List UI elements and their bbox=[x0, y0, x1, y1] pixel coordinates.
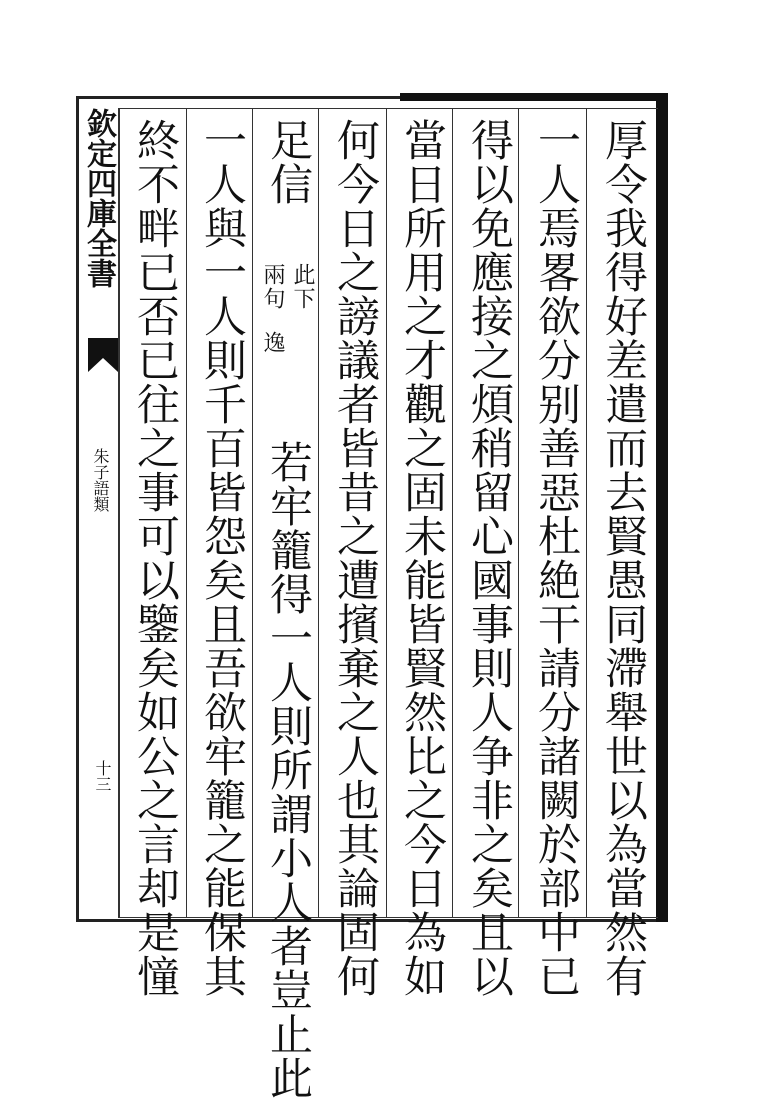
text-column-1: 厚令我得好差遣而去賢愚同滯舉世以為當然有 bbox=[598, 118, 648, 998]
border-shadow-top bbox=[400, 93, 668, 101]
text-column-7: 一人與一人則千百皆怨矣且吾欲牢籠之能保其 bbox=[197, 118, 247, 998]
note-right-line: 此下 bbox=[290, 263, 315, 311]
collection-title: 欽定四庫全書 bbox=[81, 108, 116, 288]
page-number: 十三 bbox=[93, 760, 112, 792]
note-left-line: 兩句 bbox=[260, 263, 285, 311]
text-column-6 bbox=[255, 118, 321, 1100]
text-column-6-start: 足信 bbox=[263, 118, 313, 206]
interlinear-note bbox=[255, 257, 321, 389]
text-column-3: 得以免應接之煩稍留心國事則人争非之矣且以 bbox=[464, 118, 514, 998]
note-tail: 逸 bbox=[260, 331, 285, 355]
text-column-4: 當日所用之才觀之固未能皆賢然比之今日為如 bbox=[397, 118, 447, 998]
text-column-8: 終不畔已否已往之事可以鑒矣如公之言却是憧 bbox=[130, 118, 180, 998]
fishtail-icon bbox=[88, 338, 118, 372]
text-column-5: 何今日之謗議者皆昔之遭擯棄之人也其論固何 bbox=[330, 118, 380, 998]
book-title: 朱子語類 bbox=[91, 448, 110, 512]
text-column-2: 一人焉畧欲分别善惡杜絶干請分諸闕於部中已 bbox=[531, 118, 581, 998]
text-column-6-end: 若牢籠得一人則所謂小人者豈止此 bbox=[263, 440, 313, 1100]
